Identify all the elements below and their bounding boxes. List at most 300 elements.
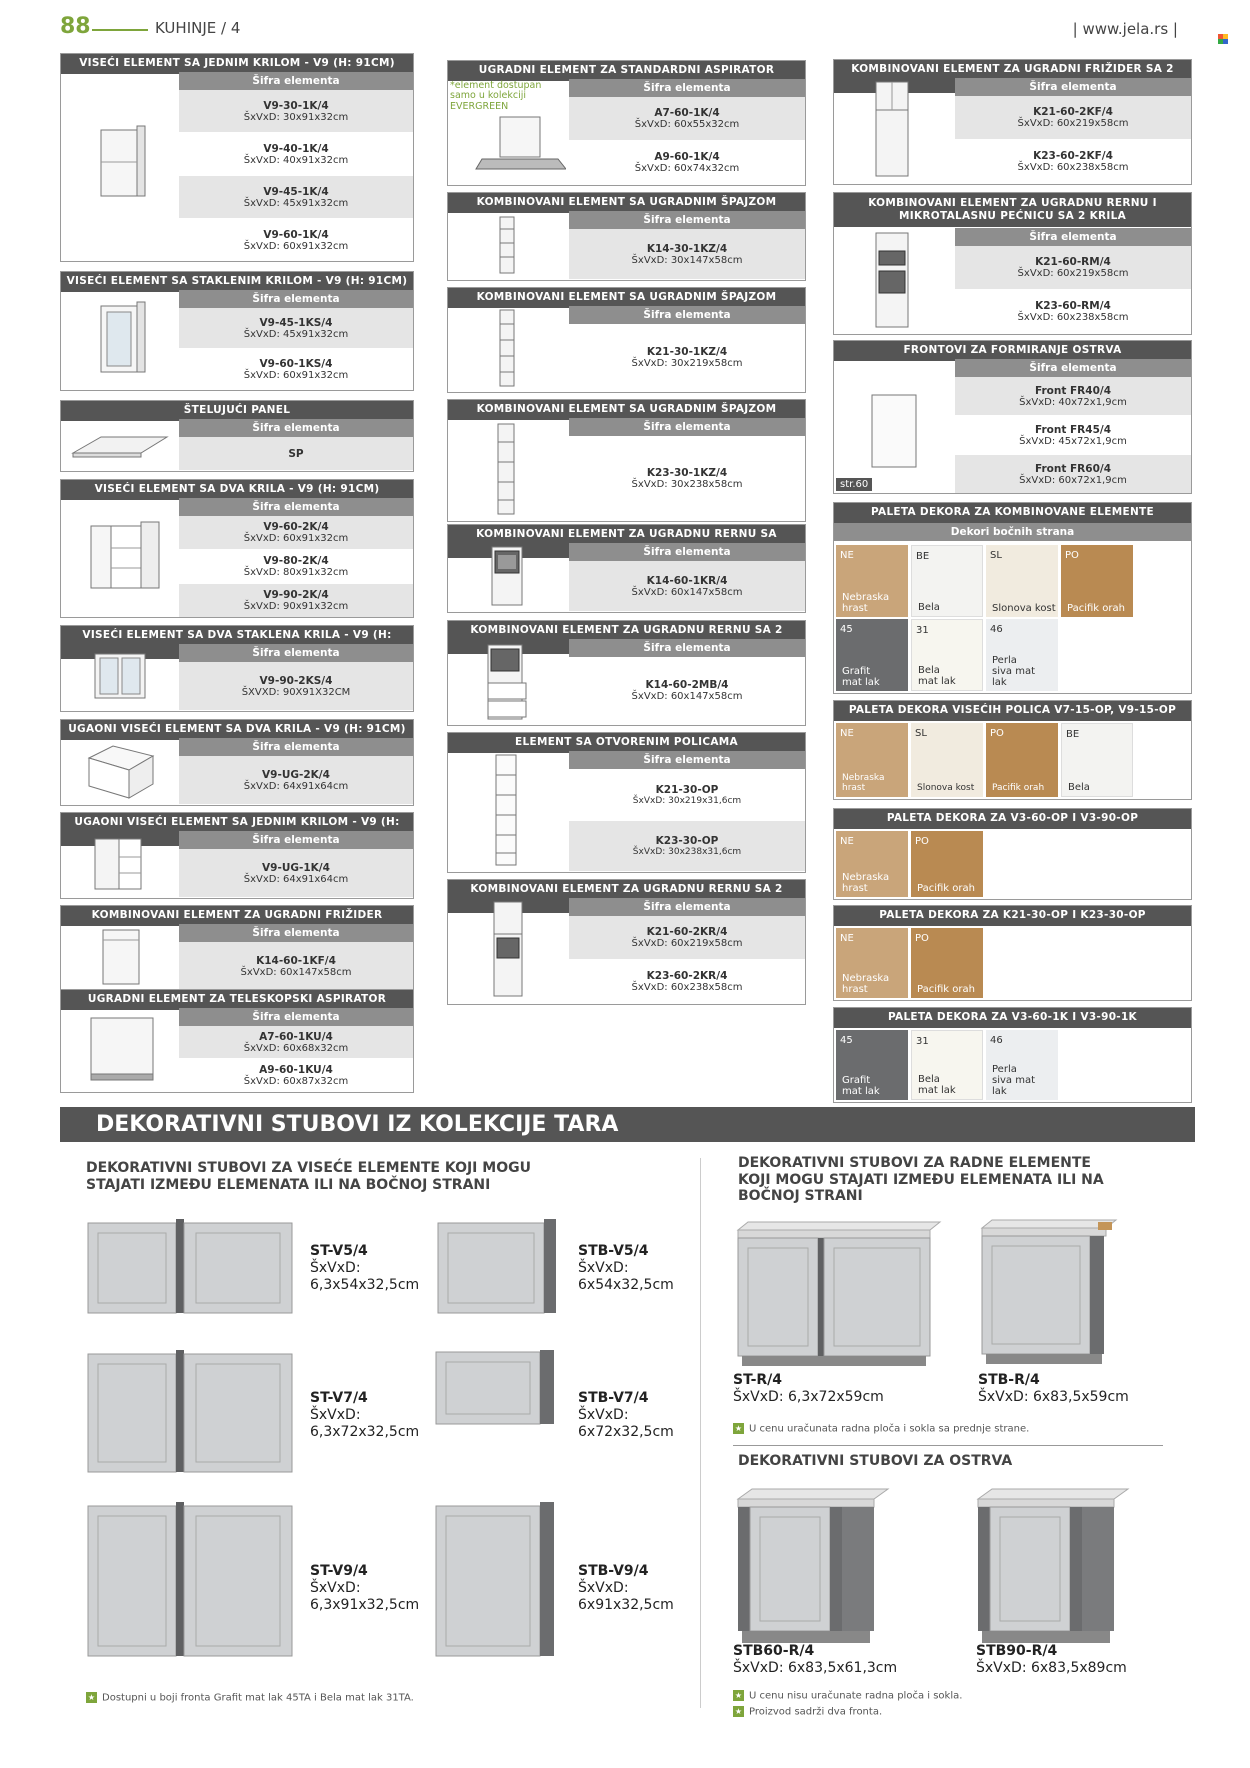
sifra-label: Šifra elementa	[179, 72, 413, 90]
item-cell	[179, 516, 413, 549]
swatch-name: Pacifik orah	[917, 883, 975, 894]
item-cell	[569, 141, 805, 184]
sifra-label: Šifra elementa	[179, 498, 413, 516]
page-ref: str.60	[836, 478, 872, 491]
corner-cabinet-image	[85, 740, 159, 802]
item-cell	[179, 176, 413, 218]
item-code: K14-60-1KF/4	[256, 954, 336, 967]
card-title: KOMBINOVANI ELEMENT ZA UGRADNU RERNU SA 2	[448, 621, 805, 654]
item-dims: ŠxVxD: 64x91x64cm	[243, 780, 349, 792]
swatch-nebraska	[836, 928, 908, 998]
swatch-code: 46	[990, 1035, 1003, 1046]
star-icon: ★	[734, 1691, 743, 1700]
wall-cabinet-stb-v5-image	[436, 1217, 562, 1317]
base-cabinet-stb-r-image	[980, 1218, 1118, 1368]
swatch-code: PO	[990, 728, 1004, 739]
card-k23-1kz	[447, 399, 806, 522]
card-title: UGRADNI ELEMENT ZA TELESKOPSKI ASPIRATOR	[61, 990, 413, 1010]
item-code: K21-60-2KF/4	[1033, 106, 1113, 118]
swatch-perla	[986, 619, 1058, 691]
item-dims: ŠxVxD: 60x74x32cm	[634, 163, 740, 174]
evergreen-note: *element dostupan samo u kolekciji EVERGREEN	[450, 80, 542, 112]
swatch-code: 31	[916, 625, 929, 636]
swatch-name: Nebraska hrast	[842, 773, 885, 794]
swatch-pacifik	[986, 723, 1058, 797]
item-dims: ŠxVxD: 30x219x58cm	[631, 358, 743, 369]
item-dims: ŠxVxD: 60x72x1,9cm	[1019, 474, 1127, 486]
product-st-v7	[310, 1390, 419, 1440]
palette-title: PALETA DEKORA ZA V3-60-1K I V3-90-1K	[834, 1008, 1191, 1028]
card-k21-rm	[833, 192, 1192, 335]
item-code: K14-60-2MB/4	[645, 679, 729, 691]
palette-police	[833, 700, 1192, 800]
item-cell	[569, 657, 805, 724]
item-cell	[179, 662, 413, 710]
product-dims: 6,3x54x32,5cm	[310, 1276, 420, 1293]
star-icon: ★	[734, 1707, 743, 1716]
item-code: K21-60-2KR/4	[646, 926, 728, 938]
item-code: A9-60-1K/4	[654, 151, 720, 163]
item-dims: ŠxVxD: 80x91x32cm	[243, 567, 349, 578]
card-title: UGAONI VISEĆI ELEMENT SA DVA KRILA - V9 (H: 91CM)	[61, 720, 413, 740]
oven-drawers-image	[478, 643, 538, 723]
microwave-oven-cabinet-image	[870, 231, 916, 331]
palette-title: PALETA DEKORA VISEĆIH POLICA V7-15-OP, V9-15-OP	[834, 701, 1191, 721]
item-cell	[179, 550, 413, 583]
tall-fridge-cabinet-image	[870, 80, 916, 180]
card-title: KOMBINOVANI ELEMENT SA UGRADNIM ŠPAJZOM	[448, 193, 805, 213]
item-code: V9-45-1K/4	[263, 185, 329, 198]
product-dims: 6x72x32,5cm	[578, 1423, 674, 1440]
product-code: STB-V7/4	[578, 1390, 649, 1406]
swatch-perla	[986, 1030, 1058, 1100]
card-title: VISEĆI ELEMENT SA DVA STAKLENA KRILA - V9 (H:	[61, 626, 413, 659]
sifra-label: Šifra elementa	[569, 639, 805, 657]
item-dims: ŠxVxD: 60x91x32cm	[243, 369, 349, 381]
item-dims: ŠxVxD: 60x91x32cm	[243, 240, 349, 252]
card-k14-1kr	[447, 524, 806, 613]
item-cell	[569, 769, 805, 820]
sifra-label: Šifra elementa	[569, 79, 805, 97]
item-dims: ŠxVxD: 60x219x58cm	[631, 938, 743, 949]
item-code: A7-60-1K/4	[654, 107, 720, 119]
card-panel	[60, 400, 414, 472]
sifra-label: Šifra elementa	[179, 1008, 413, 1026]
item-dims: ŠxVxD: 60x55x32cm	[634, 119, 740, 130]
item-cell	[569, 821, 805, 871]
note-text: Dostupni u boji fronta Grafit mat lak 45TA i Bela mat lak 31TA.	[102, 1692, 414, 1704]
card-title: KOMBINOVANI ELEMENT ZA UGRADNU RERNU SA 2	[448, 880, 805, 913]
card-title: UGAONI VISEĆI ELEMENT SA JEDNIM KRILOM - V9 (H:	[61, 813, 413, 846]
item-code: V9-UG-1K/4	[262, 861, 330, 874]
swatch-name: Bela mat lak	[918, 1074, 956, 1096]
palette-title: PALETA DEKORA ZA K21-30-OP I K23-30-OP	[834, 906, 1191, 926]
swatch-name: Pacifik orah	[1067, 603, 1125, 614]
item-dims: ŠxVxD: 60x238x58cm	[1017, 312, 1129, 323]
fridge-cabinet-image	[97, 926, 147, 988]
swatch-pacifik	[1061, 545, 1133, 617]
swatch-nebraska	[836, 831, 908, 897]
swatch-bela	[911, 545, 983, 617]
product-code: ST-R/4	[733, 1372, 783, 1388]
swatch-name: Nebraska hrast	[842, 973, 890, 995]
item-dims: ŠxVxD: 60x147x58cm	[631, 691, 743, 702]
item-cell	[179, 1026, 413, 1058]
item-dims: ŠxVxD: 45x72x1,9cm	[1019, 435, 1127, 447]
product-st-r	[733, 1372, 884, 1406]
item-dims: ŠxVxD: 90x91x32cm	[243, 601, 349, 612]
cabinet-image	[91, 124, 151, 204]
swatch-code: PO	[1065, 550, 1079, 561]
item-code: SP	[288, 447, 304, 460]
item-cell	[179, 349, 413, 389]
star-icon: ★	[87, 1693, 96, 1702]
wall-cabinet-stb-v9-image	[434, 1500, 562, 1660]
item-code: Front FR60/4	[1034, 462, 1112, 475]
card-title: ŠTELUJUĆI PANEL	[61, 401, 413, 421]
swatch-code: PO	[915, 933, 929, 944]
item-cell	[179, 849, 413, 897]
item-cell	[569, 324, 805, 391]
item-cell	[179, 219, 413, 261]
swatch-pacifik	[911, 831, 983, 897]
item-cell	[955, 246, 1191, 289]
card-standard-hood	[447, 60, 806, 186]
wall-cabinet-stb-v7-image	[434, 1348, 562, 1428]
item-dims: ŠxVxD: 60x68x32cm	[243, 1042, 349, 1054]
product-code: ST-V7/4	[310, 1390, 368, 1406]
product-dims: 6,3x91x32,5cm	[310, 1596, 420, 1613]
palette-subtitle: Dekori bočnih strana	[834, 523, 1191, 541]
open-shelf-image	[492, 753, 522, 869]
card-title: VISEĆI ELEMENT SA JEDNIM KRILOM - V9 (H: 91CM)	[61, 54, 413, 74]
note-text: Proizvod sadrži dva fronta.	[749, 1706, 883, 1718]
swatch-code: SL	[990, 550, 1002, 561]
island-cabinet-stb90-image	[976, 1487, 1130, 1647]
product-code: ST-V5/4	[310, 1243, 368, 1259]
sifra-label: Šifra elementa	[179, 924, 413, 942]
item-code: V9-60-1KS/4	[259, 357, 333, 370]
card-open-shelves	[447, 732, 806, 873]
swatch-slonova	[911, 723, 983, 797]
swatch-code: NE	[840, 836, 854, 847]
card-title: KOMBINOVANI ELEMENT ZA UGRADNU RERNU SA	[448, 525, 805, 558]
item-dims: ŠxVxD: 40x91x32cm	[243, 154, 349, 166]
note-ostrva-2	[733, 1706, 882, 1718]
note-ostrva-1	[733, 1690, 962, 1702]
star-icon: ★	[734, 1424, 743, 1433]
card-v9-2ks	[60, 625, 414, 712]
card-title: KOMBINOVANI ELEMENT SA UGRADNIM ŠPAJZOM	[448, 400, 805, 420]
sifra-label: Šifra elementa	[569, 418, 805, 436]
swatch-nebraska	[836, 723, 908, 797]
item-code: K23-30-1KZ/4	[646, 466, 728, 479]
item-dims: ŠxVxD: 30x238x31,6cm	[632, 847, 742, 857]
card-k21-2kr	[447, 879, 806, 1005]
tara-section-title: DEKORATIVNI STUBOVI IZ KOLEKCIJE TARA	[60, 1107, 1195, 1142]
pantry-cabinet-image	[488, 422, 528, 518]
swatch-name: Perla siva mat lak	[992, 655, 1036, 688]
item-code: K23-60-2KR/4	[646, 970, 728, 982]
item-dims: ŠxVxD: 60x87x32cm	[243, 1075, 349, 1087]
item-code: K21-30-OP	[655, 783, 719, 796]
item-dims: ŠXVXD: 90X91X32CM	[241, 686, 351, 698]
item-code: V9-90-2KS/4	[259, 674, 333, 687]
site-url[interactable]: | www.jela.rs |	[1072, 20, 1178, 38]
product-dims: ŠxVxD: 6x83,5x61,3cm	[733, 1659, 898, 1676]
swatch-name: Grafit mat lak	[842, 1075, 880, 1097]
swatch-name: Nebraska hrast	[842, 592, 890, 614]
swatch-code: 31	[916, 1036, 929, 1047]
product-dims-label: ŠxVxD:	[310, 1259, 361, 1276]
item-cell	[955, 377, 1191, 415]
item-code: K14-30-1KZ/4	[646, 242, 728, 255]
base-cabinet-st-r-image	[736, 1220, 942, 1368]
product-code: STB-V5/4	[578, 1243, 649, 1259]
note-left	[86, 1692, 414, 1704]
product-st-v5	[310, 1243, 419, 1293]
pantry-cabinet-image	[488, 215, 528, 277]
product-stb-v9	[578, 1563, 674, 1613]
product-stb-v7	[578, 1390, 674, 1440]
sifra-label: Šifra elementa	[569, 306, 805, 324]
product-dims: 6,3x72x32,5cm	[310, 1423, 420, 1440]
card-telescopic-hood	[60, 989, 414, 1093]
item-code: V9-80-2K/4	[263, 555, 329, 567]
item-cell	[955, 140, 1191, 183]
corner-cabinet-image	[91, 833, 151, 895]
item-cell	[569, 436, 805, 520]
swatch-slonova	[986, 545, 1058, 617]
palette-title: PALETA DEKORA ZA KOMBINOVANE ELEMENTE	[834, 503, 1191, 523]
card-title: VISEĆI ELEMENT SA STAKLENIM KRILOM - V9 (H: 91CM)	[61, 272, 413, 292]
item-dims: ŠxVxD: 30x147x58cm	[631, 254, 743, 266]
section-title: KUHINJE / 4	[155, 19, 241, 37]
swatch-code: SL	[915, 728, 927, 739]
product-dims-label: ŠxVxD:	[578, 1406, 629, 1423]
tall-oven-cabinet-image	[486, 900, 532, 1000]
palette-v3-1k	[833, 1007, 1192, 1103]
glass-cabinet-image	[91, 300, 151, 380]
wall-cabinet-st-v9-image	[86, 1500, 296, 1660]
swatch-bela-mat	[911, 1030, 983, 1100]
palette-kombinovane	[833, 502, 1192, 694]
swatch-name: Pacifik orah	[992, 783, 1045, 794]
swatch-grafit	[836, 1030, 908, 1100]
note-text: U cenu nisu uračunate radna ploča i sokla.	[749, 1690, 963, 1702]
swatch-grafit	[836, 619, 908, 691]
product-dims: ŠxVxD: 6,3x72x59cm	[733, 1388, 884, 1405]
item-dims: ŠxVxD: 30x91x32cm	[243, 111, 349, 123]
oven-cabinet-image	[484, 545, 534, 609]
item-cell	[569, 561, 805, 611]
note-right	[733, 1423, 1029, 1435]
item-cell	[179, 133, 413, 175]
palette-k-op	[833, 905, 1192, 1001]
item-dims: ŠxVxD: 60x91x32cm	[243, 533, 349, 544]
base-posts-subtitle: DEKORATIVNI STUBOVI ZA RADNE ELEMENTE KOJI MOGU STAJATI IZMEĐU ELEMENATA ILI NA BOČNOJ STRANI	[738, 1155, 1104, 1205]
sifra-label: Šifra elementa	[569, 751, 805, 769]
item-code: K23-60-RM/4	[1035, 300, 1111, 312]
swatch-name: Bela	[918, 602, 940, 613]
item-cell	[955, 290, 1191, 333]
product-stb90-r	[976, 1643, 1127, 1677]
sifra-label: Šifra elementa	[569, 898, 805, 916]
item-dims: ŠxVxD: 64x91x64cm	[243, 873, 349, 885]
item-cell	[569, 229, 805, 279]
panel-image	[71, 433, 171, 463]
item-dims: ŠxVxD: 45x91x32cm	[243, 197, 349, 209]
item-code: V9-60-1K/4	[263, 228, 329, 241]
product-dims: ŠxVxD: 6x83,5x59cm	[978, 1388, 1129, 1405]
product-stb-v5	[578, 1243, 674, 1293]
card-k21-1kz	[447, 287, 806, 393]
front-panel-image	[866, 393, 922, 473]
double-glass-cabinet-image	[91, 648, 151, 704]
product-code: STB60-R/4	[733, 1643, 815, 1659]
swatch-code: BE	[916, 551, 930, 562]
swatch-code: 45	[840, 1035, 853, 1046]
swatch-name: Slonova kost	[992, 603, 1056, 614]
swatch-code: NE	[840, 933, 854, 944]
card-v9-1k	[60, 53, 414, 262]
swatch-name: Bela	[1068, 782, 1090, 793]
item-dims: ŠxVxD: 40x72x1,9cm	[1019, 396, 1127, 408]
item-code: Front FR40/4	[1034, 384, 1112, 397]
swatch-name: Pacifik orah	[917, 984, 975, 995]
item-code: V9-45-1KS/4	[259, 316, 333, 329]
item-dims: ŠxVxD: 30x219x31,6cm	[632, 795, 742, 806]
item-code: A9-60-1KU/4	[259, 1063, 333, 1076]
item-code: K14-60-1KR/4	[646, 574, 728, 587]
swatch-code: 45	[840, 624, 853, 635]
swatch-name: Nebraska hrast	[842, 872, 890, 894]
swatch-code: NE	[840, 550, 854, 561]
card-v9-1ks	[60, 271, 414, 391]
swatch-nebraska	[836, 545, 908, 617]
item-dims: ŠxVxD: 60x238x58cm	[631, 982, 743, 993]
card-island-fronts	[833, 340, 1192, 494]
item-cell	[179, 584, 413, 617]
item-code: K21-60-RM/4	[1035, 256, 1111, 268]
item-dims: ŠxVxD: 60x219x58cm	[1017, 268, 1129, 279]
hood-cabinet-image	[85, 1012, 165, 1088]
item-code: K23-30-OP	[655, 835, 719, 847]
card-title: ELEMENT SA OTVORENIM POLICAMA	[448, 733, 805, 753]
palette-v3-op	[833, 808, 1192, 900]
item-cell	[569, 97, 805, 140]
product-code: ST-V9/4	[310, 1563, 368, 1579]
item-code: Front FR45/4	[1034, 423, 1112, 436]
item-code: A7-60-1KU/4	[259, 1030, 333, 1043]
card-title: FRONTOVI ZA FORMIRANJE OSTRVA	[834, 341, 1191, 361]
item-cell	[179, 1059, 413, 1091]
section-rule	[733, 1445, 1163, 1446]
sifra-label: Šifra elementa	[179, 419, 413, 437]
swatch-code: NE	[840, 728, 854, 739]
product-dims-label: ŠxVxD:	[310, 1406, 361, 1423]
card-title: KOMBINOVANI ELEMENT SA UGRADNIM ŠPAJZOM	[448, 288, 805, 308]
swatch-bela-mat	[911, 619, 983, 691]
card-title: KOMBINOVANI ELEMENT ZA UGRADNI FRIŽIDER	[61, 906, 413, 926]
swatch-code: BE	[1066, 729, 1080, 740]
card-k14-1kz	[447, 192, 806, 281]
wall-cabinet-st-v5-image	[86, 1217, 296, 1317]
card-title: KOMBINOVANI ELEMENT ZA UGRADNI FRIŽIDER SA 2	[834, 60, 1191, 93]
note-text: U cenu uračunata radna ploča i sokla sa prednje strane.	[749, 1423, 1030, 1435]
sifra-label: Šifra elementa	[179, 738, 413, 756]
swatch-pacifik	[911, 928, 983, 998]
item-code: V9-UG-2K/4	[262, 768, 330, 781]
item-cell	[179, 437, 413, 470]
item-cell	[569, 916, 805, 959]
pantry-cabinet-image	[488, 308, 528, 390]
item-code: K21-30-1KZ/4	[646, 346, 728, 358]
card-title: UGRADNI ELEMENT ZA STANDARDNI ASPIRATOR	[448, 61, 805, 81]
sifra-label: Šifra elementa	[955, 359, 1191, 377]
vertical-divider	[700, 1158, 701, 1708]
island-posts-subtitle: DEKORATIVNI STUBOVI ZA OSTRVA	[738, 1453, 1013, 1469]
card-k14-1kf	[60, 905, 414, 992]
sifra-label: Šifra elementa	[955, 228, 1191, 246]
swatch-name: Grafit mat lak	[842, 666, 880, 688]
item-dims: ŠxVxD: 60x147x58cm	[240, 966, 352, 978]
item-cell	[569, 960, 805, 1003]
hanging-posts-subtitle: DEKORATIVNI STUBOVI ZA VISEĆE ELEMENTE KOJI MOGU STAJATI IZMEĐU ELEMENATA ILI NA BOČNOJ STRANI	[86, 1160, 531, 1193]
item-cell	[179, 308, 413, 348]
card-v9-ug-2k	[60, 719, 414, 806]
card-k21-2kf	[833, 59, 1192, 185]
item-cell	[179, 756, 413, 804]
brand-logo-icon	[1218, 34, 1232, 44]
product-stb60-r	[733, 1643, 897, 1677]
item-cell	[955, 455, 1191, 493]
sifra-label: Šifra elementa	[569, 543, 805, 561]
item-dims: ŠxVxD: 60x238x58cm	[1017, 162, 1129, 173]
swatch-code: 46	[990, 624, 1003, 635]
swatch-code: PO	[915, 836, 929, 847]
card-title: KOMBINOVANI ELEMENT ZA UGRADNU RERNU I MIKROTALASNU PEĆNICU SA 2 KRILA	[834, 193, 1191, 227]
product-dims-label: ŠxVxD:	[578, 1259, 629, 1276]
sifra-label: Šifra elementa	[955, 78, 1191, 96]
sifra-label: Šifra elementa	[569, 211, 805, 229]
wall-cabinet-st-v7-image	[86, 1348, 296, 1476]
item-code: K23-60-2KF/4	[1033, 150, 1113, 162]
sifra-label: Šifra elementa	[179, 831, 413, 849]
item-cell	[179, 90, 413, 132]
item-code: V9-30-1K/4	[263, 99, 329, 112]
product-dims: 6x91x32,5cm	[578, 1596, 674, 1613]
palette-title: PALETA DEKORA ZA V3-60-OP I V3-90-OP	[834, 809, 1191, 829]
swatch-name: Slonova kost	[917, 783, 975, 794]
product-dims-label: ŠxVxD:	[310, 1579, 361, 1596]
item-dims: ŠxVxD: 60x147x58cm	[631, 586, 743, 598]
page-number: 88	[60, 14, 91, 39]
swatch-bela	[1061, 723, 1133, 797]
swatch-name: Perla siva mat lak	[992, 1064, 1036, 1097]
item-code: V9-60-2K/4	[263, 521, 329, 533]
card-v9-2k	[60, 479, 414, 618]
item-dims: ŠxVxD: 30x238x58cm	[631, 478, 743, 490]
island-cabinet-stb60-image	[736, 1487, 890, 1647]
header-rule	[92, 29, 148, 31]
product-st-v9	[310, 1563, 419, 1613]
sifra-label: Šifra elementa	[179, 644, 413, 662]
card-v9-ug-1k	[60, 812, 414, 899]
hood-image	[474, 111, 566, 181]
item-code: V9-40-1K/4	[263, 142, 329, 155]
product-code: STB-V9/4	[578, 1563, 649, 1579]
